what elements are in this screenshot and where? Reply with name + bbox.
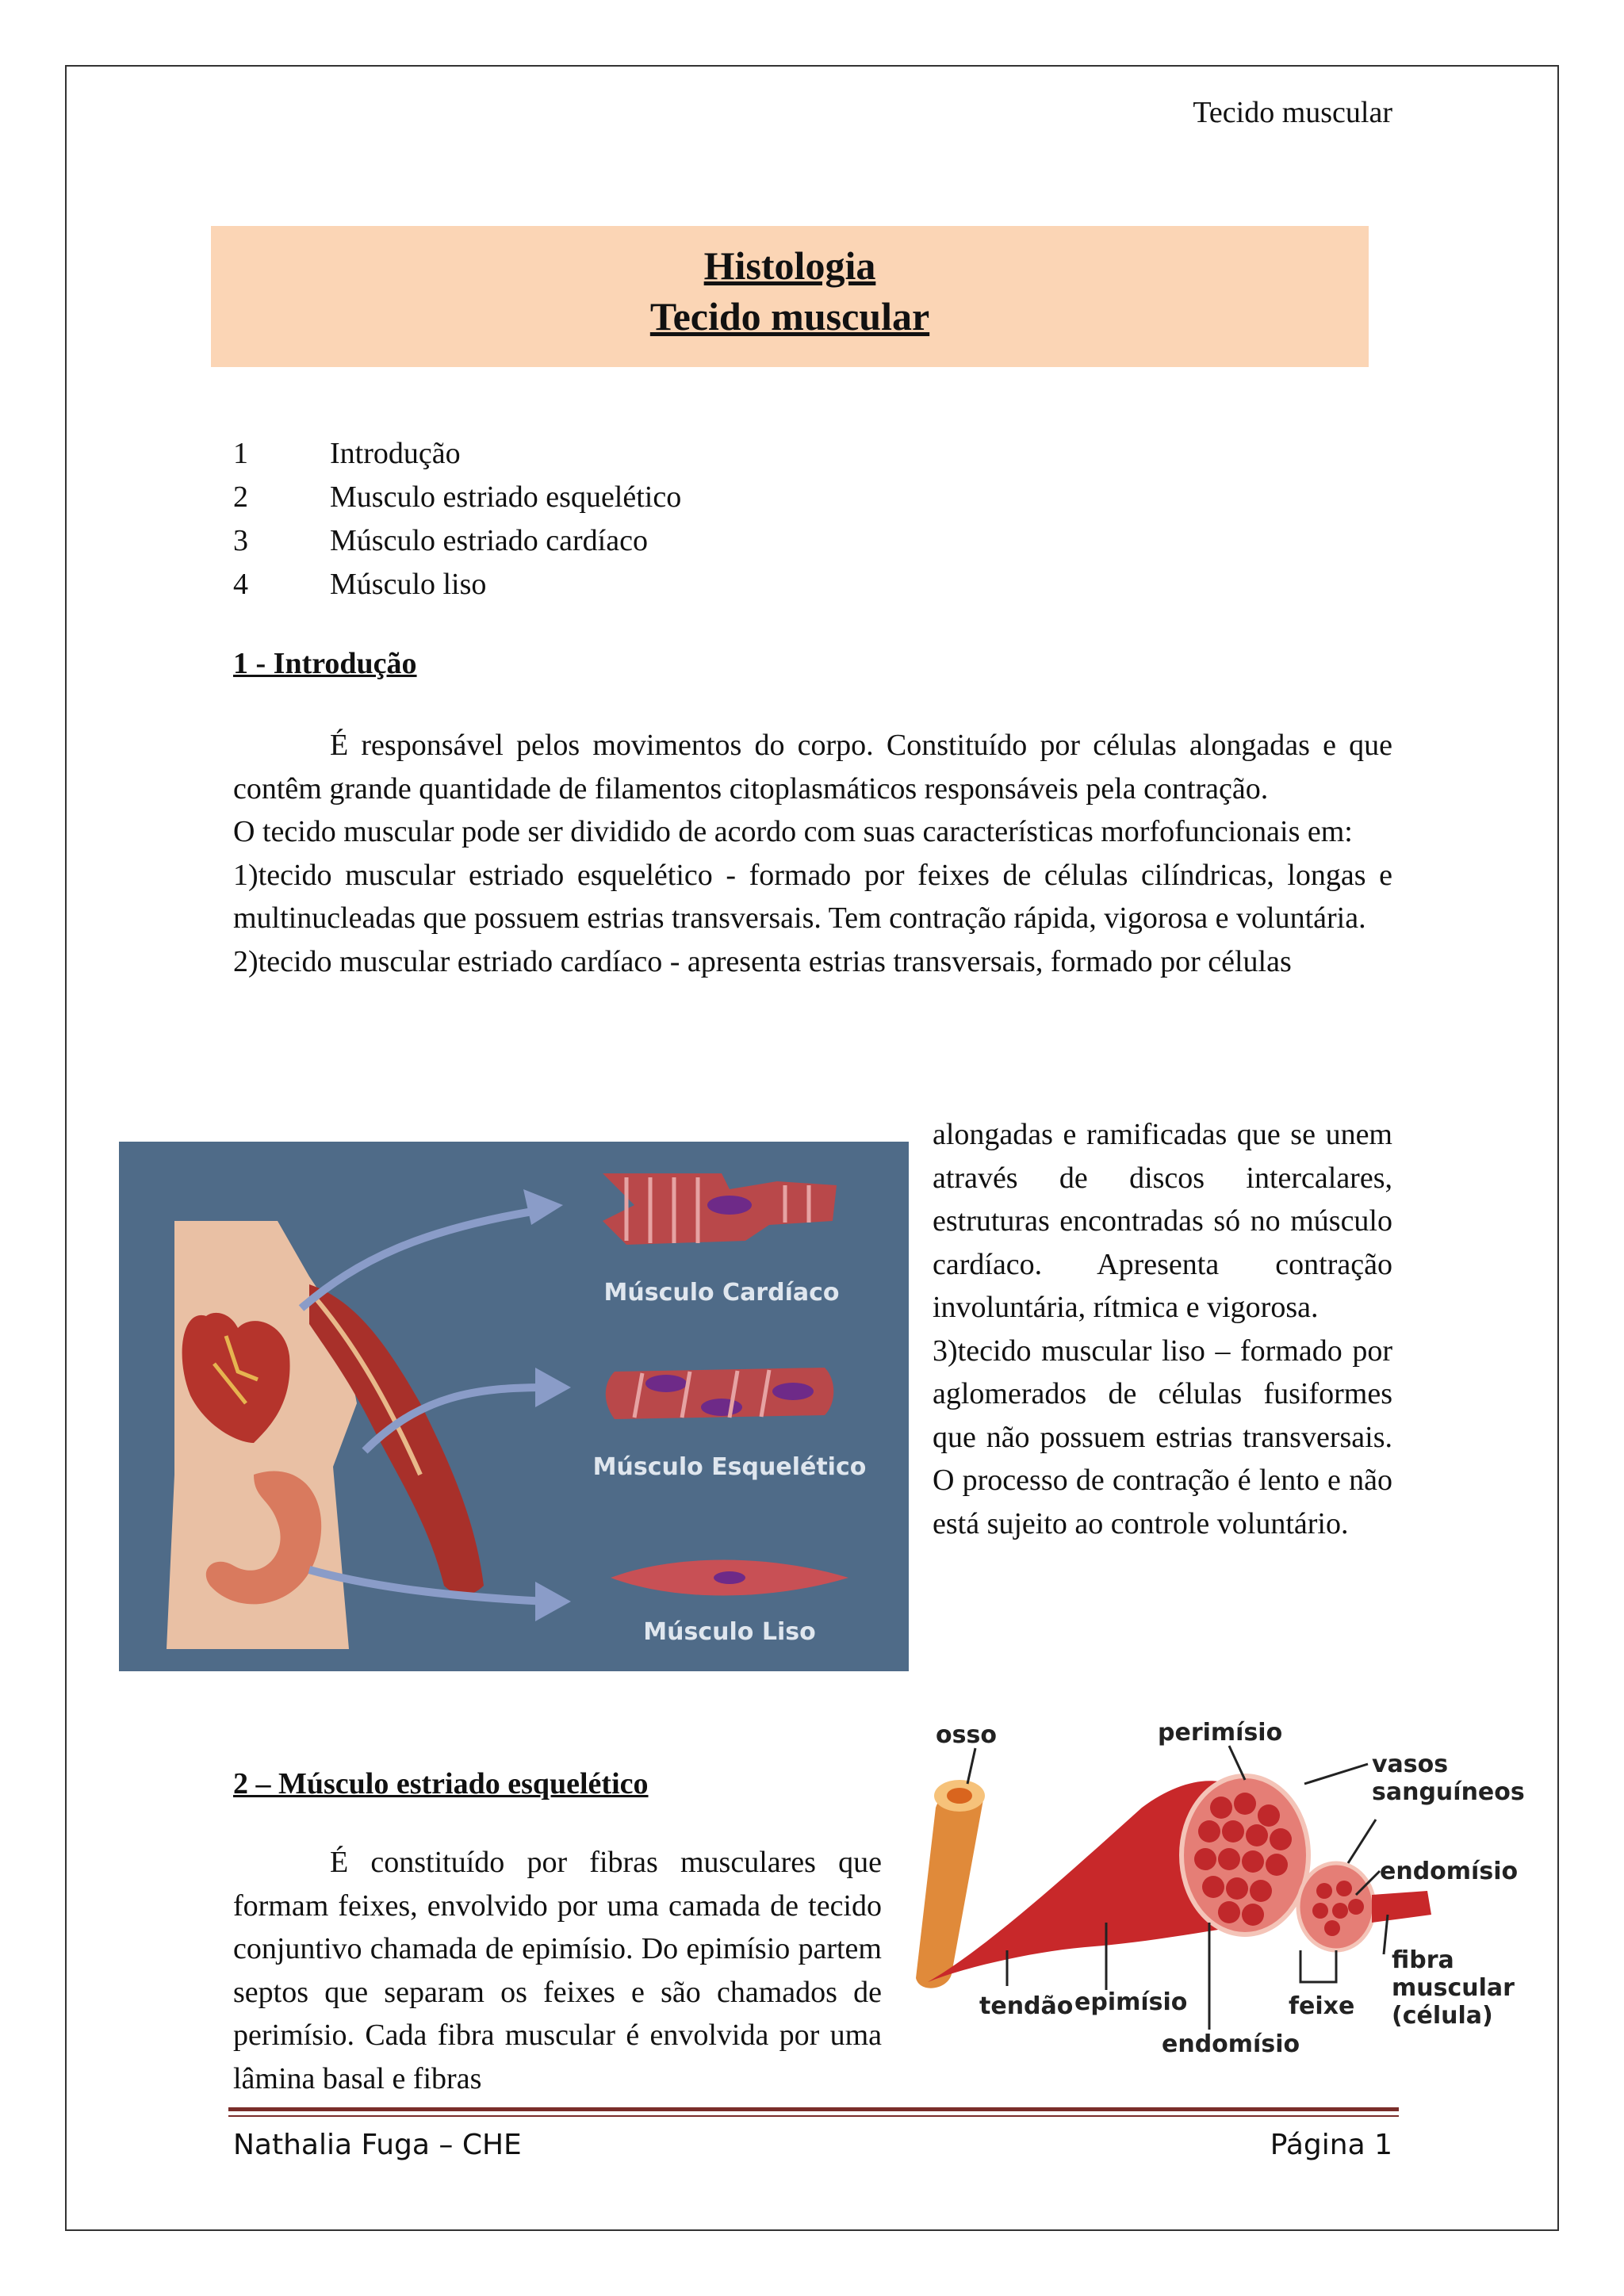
label-fibra: fibra: [1392, 1946, 1454, 1974]
label-smooth-muscle: Músculo Liso: [643, 1618, 816, 1646]
table-of-contents: [233, 432, 681, 607]
label-endomisio-bottom: endomísio: [1162, 2030, 1300, 2058]
section-2-body: [233, 1841, 882, 2100]
label-epimisio: epimísio: [1074, 1988, 1188, 2016]
title-line-2: Tecido muscular: [649, 294, 930, 339]
section-2-heading: 2 – Músculo estriado esquelético: [233, 1767, 649, 1800]
paragraph: 3)tecido muscular liso – formado por aglomerados de células fusiformes que não possuem estrias transversais. O processo de contração é lento e não está sujeito ao controle voluntário.: [933, 1334, 1392, 1540]
paragraph: O tecido muscular pode ser dividido de acordo com suas características morfofuncionais em:: [233, 815, 1353, 848]
toc-item: [233, 476, 681, 519]
section-1-heading: 1 - Introdução: [233, 647, 417, 680]
running-header: Tecido muscular: [1193, 96, 1392, 129]
toc-item: [233, 563, 681, 607]
paragraph: 2)tecido muscular estriado cardíaco - apresenta estrias transversais, formado por células: [233, 944, 1292, 978]
toc-number: 2: [233, 480, 248, 514]
label-feixe: feixe: [1289, 1992, 1355, 2020]
footer-rule: [228, 2107, 1399, 2111]
paragraph: É constituído por fibras musculares que formam feixes, envolvido por uma camada de tecido conjuntivo chamada de epimísio. Do epimísio partem septos que separam os feixes e são chamados de perimísio. Cada fibra muscular é envolvida por uma lâmina basal e fibras: [233, 1846, 882, 2095]
label-osso: osso: [936, 1721, 997, 1749]
toc-label: Músculo estriado cardíaco: [330, 524, 648, 557]
label-vasos: vasos: [1372, 1751, 1449, 1778]
paragraph: 1)tecido muscular estriado esquelético - formado por feixes de células cilíndricas, longas e multinucleadas que possuem estrias transversais. Tem contração rápida, vigorosa e voluntária.: [233, 858, 1392, 935]
footer-page-number: Página 1: [1270, 2129, 1392, 2161]
toc-number: 1: [233, 437, 248, 470]
toc-number: 3: [233, 524, 248, 557]
label-skeletal-muscle: Músculo Esquelético: [592, 1453, 867, 1481]
label-sanguineos: sanguíneos: [1372, 1778, 1525, 1806]
toc-label: Músculo liso: [330, 568, 487, 601]
toc-number: 4: [233, 568, 248, 601]
section-1-body: [233, 724, 1392, 983]
toc-item: [233, 432, 681, 476]
paragraph: alongadas e ramificadas que se unem através de discos intercalares, estruturas encontradas só no músculo cardíaco. Apresenta contração involuntária, rítmica e vigorosa.: [933, 1118, 1392, 1324]
paragraph: É responsável pelos movimentos do corpo. Constituído por células alongadas e que contêm grande quantidade de filamentos citoplasmáticos responsáveis pela contração.: [233, 729, 1392, 806]
section-1-wrapped-text: [933, 1113, 1392, 1545]
label-perimisio: perimísio: [1158, 1719, 1283, 1747]
muscle-types-figure: [119, 1142, 909, 1671]
toc-item: [233, 519, 681, 563]
title-line-1: Histologia: [703, 243, 876, 288]
label-endomisio-right: endomísio: [1380, 1858, 1519, 1885]
muscle-anatomy-figure: [904, 1712, 1525, 2085]
label-tendao: tendão: [979, 1992, 1074, 2020]
toc-label: Musculo estriado esquelético: [330, 480, 682, 514]
label-muscular: muscular: [1392, 1974, 1515, 2002]
footer-author: Nathalia Fuga – CHE: [233, 2129, 522, 2161]
footer-rule: [228, 2115, 1399, 2117]
label-cardiac-muscle: Músculo Cardíaco: [603, 1279, 840, 1307]
toc-label: Introdução: [330, 437, 461, 470]
title-box: [211, 226, 1369, 367]
label-celula: (célula): [1392, 2002, 1493, 2030]
